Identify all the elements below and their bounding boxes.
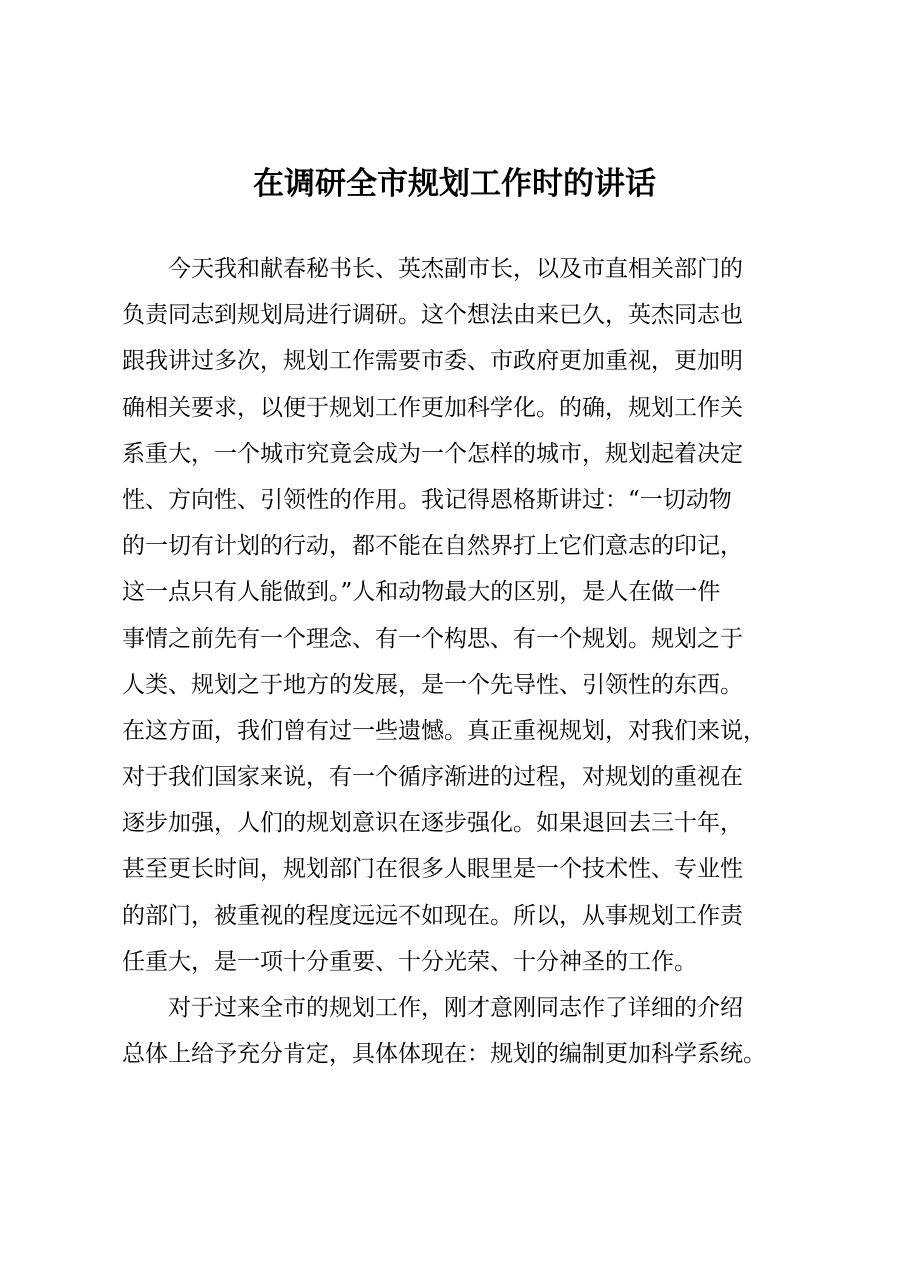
- paragraph-line: 逐步加强，人们的规划意识在逐步强化。如果退回去三十年，: [122, 810, 743, 837]
- paragraph-line: 跟我讲过多次，规划工作需要市委、市政府更加重视，更加明: [122, 348, 743, 375]
- paragraph-line: 总体上给予充分肯定，具体体现在：规划的编制更加科学系统。: [122, 1041, 766, 1068]
- paragraph-line: 的部门，被重视的程度远远不如现在。所以，从事规划工作责: [122, 902, 743, 929]
- paragraph-line: 的一切有计划的行动，都不能在自然界打上它们意志的印记，: [122, 533, 743, 560]
- paragraph-line: 这一点只有人能做到。”人和动物最大的区别，是人在做一件: [122, 579, 721, 606]
- paragraph-line: 对于过来全市的规划工作，刚才意刚同志作了详细的介绍: [168, 995, 743, 1021]
- paragraph-line: 对于我们国家来说，有一个循序渐进的过程，对规划的重视在: [122, 764, 743, 791]
- paragraph-line: 负责同志到规划局进行调研。这个想法由来已久，英杰同志也: [122, 302, 743, 329]
- paragraph-line: 性、方向性、引领性的作用。我记得恩格斯讲过：“一切动物: [122, 486, 732, 513]
- paragraph-line: 甚至更长时间，规划部门在很多人眼里是一个技术性、专业性: [122, 856, 743, 883]
- document-body: [122, 246, 798, 1077]
- paragraph-line: 确相关要求，以便于规划工作更加科学化。的确，规划工作关: [122, 394, 743, 421]
- paragraph-line: 今天我和献春秘书长、英杰副市长，以及市直相关部门的: [168, 256, 743, 282]
- paragraph-line: 人类、规划之于地方的发展，是一个先导性、引领性的东西。: [122, 671, 743, 698]
- paragraph-line: 任重大，是一项十分重要、十分光荣、十分神圣的工作。: [122, 948, 697, 975]
- document-title: 在调研全市规划工作时的讲话: [253, 166, 656, 202]
- paragraph-line: 在这方面，我们曾有过一些遗憾。真正重视规划，对我们来说，: [122, 717, 766, 744]
- paragraph-line: 系重大，一个城市究竟会成为一个怎样的城市，规划起着决定: [122, 440, 743, 467]
- paragraph-line: 事情之前先有一个理念、有一个构思、有一个规划。规划之于: [122, 625, 743, 652]
